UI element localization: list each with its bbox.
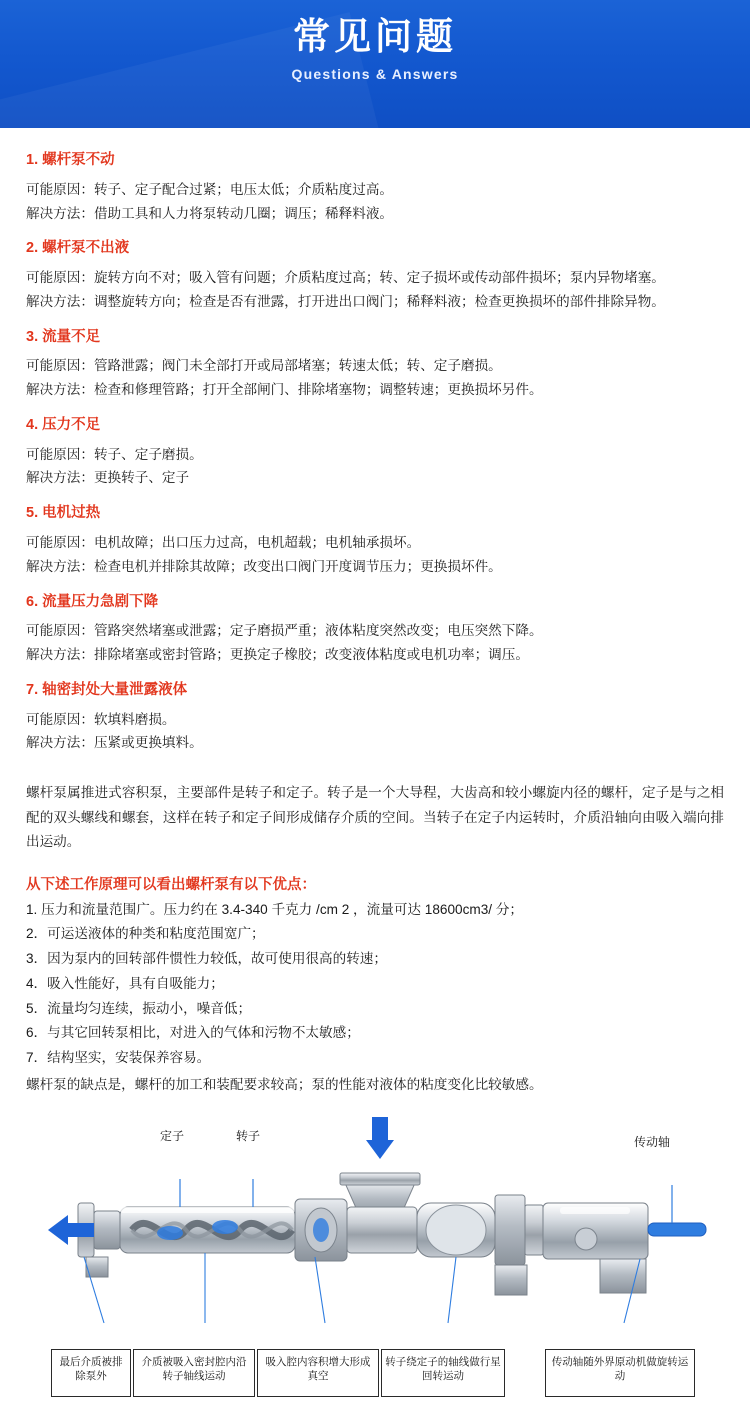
advantage-item: 7．结构坚实，安装保养容易。: [26, 1050, 211, 1065]
faq-solution: 解决方法：调整旋转方向；检查是否有泄露，打开进出口阀门；稀释料液；检查更换损坏的部件排除异物。: [26, 293, 665, 309]
advantage-item: 1. 压力和流量范围广。压力约在 3.4-340 千克力 /cm 2 ，流量可达 18600cm3/ 分；: [26, 901, 524, 917]
label-stator: 定子: [160, 1129, 185, 1144]
faq-item: [26, 150, 724, 225]
diagram-callouts: [0, 1349, 750, 1411]
advantage-item: 2．可运送液体的种类和粘度范围宽广；: [26, 926, 265, 942]
faq-solution: 解决方法：更换转子、定子: [26, 470, 190, 486]
faq-cause: 可能原因：旋转方向不对；吸入管有问题；介质粘度过高；转、定子损坏或传动部件损坏；泵内异物堵塞。: [26, 270, 665, 286]
faq-cause: 可能原因：管路突然堵塞或泄露；定子磨损严重；液体粘度突然改变；电压突然下降。: [26, 623, 543, 639]
inlet-arrow-icon: [366, 1117, 394, 1159]
faq-solution: 解决方法：排除堵塞或密封管路；更换定子橡胶；改变液体粘度或电机功率；调压。: [26, 647, 529, 663]
advantage-item: 5．流量均匀连续，振动小，噪音低；: [26, 1000, 252, 1016]
advantages-heading: 从下述工作原理可以看出螺杆泵有以下优点：: [26, 876, 316, 893]
faq-item: [26, 503, 724, 578]
label-drive-shaft: 传动轴: [634, 1135, 671, 1150]
faq-title: 3. 流量不足: [26, 328, 101, 345]
advantage-item: 6．与其它回转泵相比，对进入的气体和污物不太敏感；: [26, 1025, 360, 1041]
callout-box: 转子绕定子的轴线做行星回转运动: [381, 1349, 505, 1397]
faq-item: [26, 327, 724, 402]
content-area: [0, 128, 750, 1097]
callout-box: 介质被吸入密封腔内沿转子轴线运动: [133, 1349, 255, 1397]
faq-title: 7. 轴密封处大量泄露液体: [26, 681, 188, 698]
faq-title: 4. 压力不足: [26, 416, 101, 433]
faq-cause: 可能原因：软填料磨损。: [26, 711, 176, 727]
faq-cause: 可能原因：管路泄露；阀门未全部打开或局部堵塞；转速太低；转、定子磨损。: [26, 358, 502, 374]
faq-solution: 解决方法：借助工具和人力将泵转动几圈；调压；稀释料液。: [26, 205, 394, 221]
faq-title: 5. 电机过热: [26, 505, 101, 522]
faq-item: [26, 680, 724, 755]
callout-box: 传动轴随外界原动机做旋转运动: [545, 1349, 695, 1397]
label-rotor: 转子: [236, 1129, 261, 1144]
faq-solution: 解决方法：压紧或更换填料。: [26, 735, 203, 751]
advantages-footer: 螺杆泵的缺点是，螺杆的加工和装配要求较高；泵的性能对液体的粘度变化比较敏感。: [26, 1076, 543, 1092]
faq-solution: 解决方法：检查电机并排除其故障；改变出口阀门开度调节压力；更换损坏件。: [26, 558, 502, 574]
faq-title: 6. 流量压力急剧下降: [26, 593, 159, 610]
faq-title: 2. 螺杆泵不出液: [26, 240, 130, 257]
page-title: 常见问题: [293, 16, 457, 57]
faq-title: 1. 螺杆泵不动: [26, 152, 115, 168]
faq-solution: 解决方法：检查和修理管路；打开全部闸门、排除堵塞物；调整转速；更换损坏另件。: [26, 382, 543, 398]
faq-cause: 可能原因：电机故障；出口压力过高，电机超载；电机轴承损坏。: [26, 535, 421, 550]
faq-item: [26, 415, 724, 490]
page-header-banner: [0, 0, 750, 128]
faq-item: [26, 592, 724, 667]
intro-paragraph: 螺杆泵属推进式容积泵，主要部件是转子和定子。转子是一个大导程，大齿高和较小螺旋内径的螺杆，定子是与之相配的双头螺线和螺套，这样在转子和定子间形成储存介质的空间。当转子在定子内运转时，介质沿轴向由吸入端向排出运动。: [26, 785, 724, 850]
faq-cause: 可能原因：转子、定子配合过紧；电压太低；介质粘度过高。: [26, 181, 394, 197]
callout-box: 吸入腔内容积增大形成真空: [257, 1349, 379, 1397]
page-subtitle: Questions & Answers: [291, 65, 459, 82]
faq-item: [26, 238, 724, 313]
callout-box: 最后介质被排除泵外: [51, 1349, 131, 1397]
advantage-item: 3．因为泵内的回转部件惯性力较低，故可使用很高的转速；: [26, 951, 387, 967]
banner-inner: [0, 0, 750, 82]
pump-diagram: [0, 1107, 750, 1347]
faq-cause: 可能原因：转子、定子磨损。: [26, 446, 203, 462]
advantage-item: 4．吸入性能好，具有自吸能力；: [26, 975, 224, 991]
